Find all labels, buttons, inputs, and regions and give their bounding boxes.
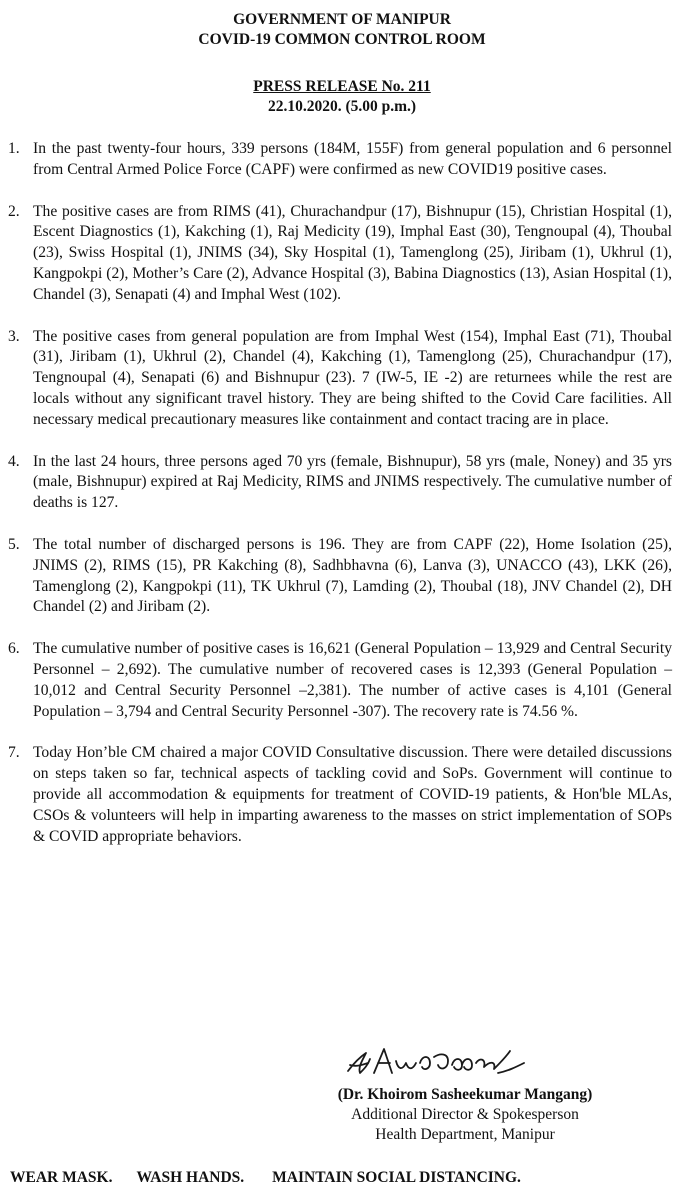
list-item [8,535,672,618]
item-text: The positive cases are from RIMS (41), Churachandpur (17), Bishnupur (15), Christian Hospital (1), Escent Diagnostics (1), Kakching (1), Raj Medicity (19), Imphal East (30), Tengnoupal (4), Thoubal (23), Swiss Hospital (1), JNIMS (34), Sky Hospital (1), Tamenglong (25), Jiribam (1), Ukhrul (1), Kangpokpi (2), Mother’s Care (2), Advance Hospital (3), Babina Diagnostics (13), Asian Hospital (1), Chandel (3), Senapati (4) and Imphal West (102). [33,202,672,303]
signatory-name: (Dr. Khoirom Sasheekumar Mangang) [337,1086,593,1103]
item-text: Today Hon’ble CM chaired a major COVID Consultative discussion. There were detailed discussions on steps taken so far, technical aspects of tackling covid and SoPs. Government will continue to provide all accommodation & equipments for treatment of COVID-19 patients, & Hon'ble MLAs, CSOs & volunteers will help in imparting awareness to the masses on strict implementation of SOPs & COVID appropriate behaviors. [33,744,672,845]
item-number: 1. [8,140,20,157]
press-release-number: PRESS RELEASE No. 211 [253,78,431,95]
item-text: The total number of discharged persons is 196. They are from CAPF (22), Home Isolation (25), JNIMS (2), RIMS (15), PR Kakching (8), Sadhbhavna (6), Lanva (3), UNACCO (43), LKK (26), Tamenglong (2), Kangpokpi (11), TK Ukhrul (7), Lamding (2), Thoubal (18), JNV Chandel (2), DH Chandel (2) and Jiribam (2). [33,535,672,616]
item-number: 4. [8,452,20,470]
item-number: 2. [8,202,20,220]
item-text: The cumulative number of positive cases is 16,621 (General Population – 13,929 and Central Security Personnel – 2,692). The cumulative number of recovered cases is 12,393 (General Population – 10,012 and Central Security Personnel –2,381). The number of active cases is 4,101 (General Population – 3,794 and Central Security Personnel -307). The recovery rate is 74.56 %. [33,640,672,720]
list-item [8,639,672,722]
numbered-list [8,139,672,868]
list-item [8,202,672,306]
item-text: In the last 24 hours, three persons aged 70 yrs (female, Bishnupur), 58 yrs (male, Noney) and 35 yrs (male, Bishnupur) expired at Raj Medicity, RIMS and JNIMS respectively. The cumulative number of deaths is 127. [33,452,672,512]
list-item [8,452,672,514]
slogan-wear-mask: WEAR MASK. [10,1169,113,1186]
item-number: 3. [8,327,20,345]
document-header [0,10,684,50]
item-text: In the past twenty-four hours, 339 persons (184M, 155F) from general population and 6 personnel from Central Armed Police Force (CAPF) were confirmed as new COVID19 positive cases. [33,140,672,178]
footer-slogans [10,1168,674,1188]
item-number: 5. [8,535,20,553]
signatory-department: Health Department, Manipur [375,1126,555,1143]
slogan-wash-hands: WASH HANDS. [136,1169,245,1186]
control-room-title: COVID-19 COMMON CONTROL ROOM [198,31,486,48]
handwritten-signature [340,1043,570,1081]
list-item [8,327,672,431]
slogan-social-distancing: MAINTAIN SOCIAL DISTANCING. [272,1169,521,1186]
govt-title: GOVERNMENT OF MANIPUR [233,11,451,28]
item-number: 7. [8,744,20,762]
list-item [8,743,672,847]
item-text: The positive cases from general population are from Imphal West (154), Imphal East (71), Thoubal (31), Jiribam (1), Ukhrul (2), Chandel (4), Kakching (1), Tamenglong (25), Churachandpur (17), Tengnoupal (4), Senapati (6) and Bishnupur (23). 7 (IW-5, IE -2) are returnees while the rest are locals without any significant travel history. They are being shifted to the Covid Care facilities. All necessary medical precautionary measures like containment and contact tracing are in place. [33,327,672,428]
release-date: 22.10.2020. (5.00 p.m.) [267,98,417,115]
press-release-heading [0,77,684,117]
signatory-title: Additional Director & Spokesperson [351,1106,579,1123]
signatory-block [300,1085,630,1145]
list-item [8,139,672,181]
item-number: 6. [8,640,20,658]
